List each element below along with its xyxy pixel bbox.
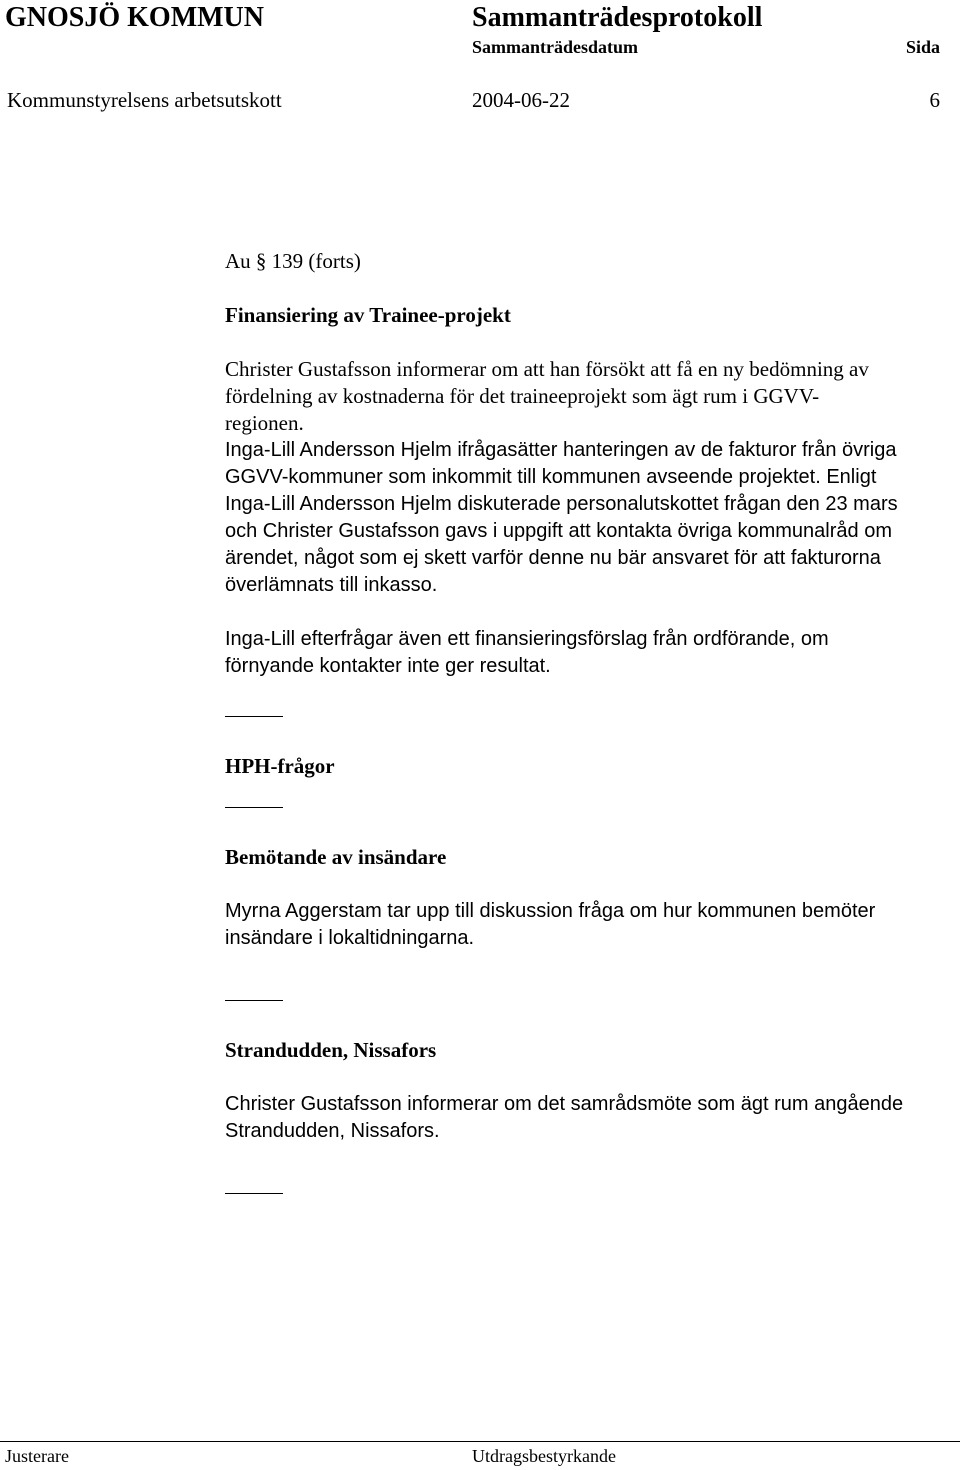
text-line: överlämnats till inkasso. xyxy=(225,574,438,596)
adjuster-label: Justerare xyxy=(5,1446,69,1466)
text-line: och Christer Gustafsson gavs i uppgift att kontakta övriga kommunalråd om xyxy=(225,520,892,542)
text-line: Christer Gustafsson informerar om det samrådsmöte som ägt rum angående xyxy=(225,1093,904,1115)
paragraph-invoice-handling xyxy=(225,437,945,599)
text-segment: Enligt xyxy=(826,466,877,488)
paragraph-strandudden xyxy=(225,1091,945,1145)
text-line: Inga-Lill Andersson Hjelm ifrågasätter hanteringen av de fakturor från övriga xyxy=(225,439,897,461)
section-title-letters-to-editor: Bemötande av insändare xyxy=(225,845,447,869)
page-number: 6 xyxy=(929,88,940,112)
section-divider xyxy=(225,716,283,717)
paragraph-financing-proposal xyxy=(225,626,945,680)
text-line: Strandudden, Nissafors. xyxy=(225,1120,440,1142)
minutes-body xyxy=(225,248,945,1194)
text-line xyxy=(225,464,945,491)
section-divider xyxy=(225,1000,283,1001)
text-line: förnyande kontakter inte ger resultat. xyxy=(225,655,551,677)
text-line: insändare i lokaltidningarna. xyxy=(225,927,475,949)
text-line: Inga-Lill Andersson Hjelm diskuterade personalutskottet frågan den 23 mars xyxy=(225,493,898,515)
page-label: Sida xyxy=(905,37,940,57)
text-segment: GGVV-kommuner som inkommit till kommunen avseende projektet. xyxy=(225,466,821,488)
text-line: Myrna Aggerstam tar upp till diskussion fråga om hur kommunen bemöter xyxy=(225,900,876,922)
section-title-trainee-financing: Finansiering av Trainee-projekt xyxy=(225,303,511,327)
text-line: regionen. xyxy=(225,411,304,435)
meeting-date: 2004-06-22 xyxy=(472,88,570,112)
text-line: ärendet, något som ej skett varför denne nu bär ansvaret för att fakturorna xyxy=(225,547,881,569)
footer-rule xyxy=(0,1441,960,1442)
section-title-strandudden: Strandudden, Nissafors xyxy=(225,1038,437,1062)
section-reference: Au § 139 (forts) xyxy=(225,249,361,273)
meeting-date-label: Sammanträdesdatum xyxy=(472,37,639,57)
document-type: Sammanträdesprotokoll xyxy=(472,2,763,33)
text-line: Inga-Lill efterfrågar även ett finansieringsförslag från ordförande, om xyxy=(225,628,829,650)
text-line: Christer Gustafsson informerar om att han försökt att få en ny bedömning av xyxy=(225,357,869,381)
extract-certification-label: Utdragsbestyrkande xyxy=(472,1446,616,1466)
section-title-hph: HPH-frågor xyxy=(225,754,335,778)
text-line: fördelning av kostnaderna för det traineeprojekt som ägt rum i GGVV- xyxy=(225,384,820,408)
paragraph-trainee-costs xyxy=(225,356,945,437)
org-name: GNOSJÖ KOMMUN xyxy=(5,2,264,33)
committee-name: Kommunstyrelsens arbetsutskott xyxy=(7,88,282,112)
section-divider xyxy=(225,807,283,808)
section-divider xyxy=(225,1193,283,1194)
paragraph-letters-to-editor xyxy=(225,898,945,952)
